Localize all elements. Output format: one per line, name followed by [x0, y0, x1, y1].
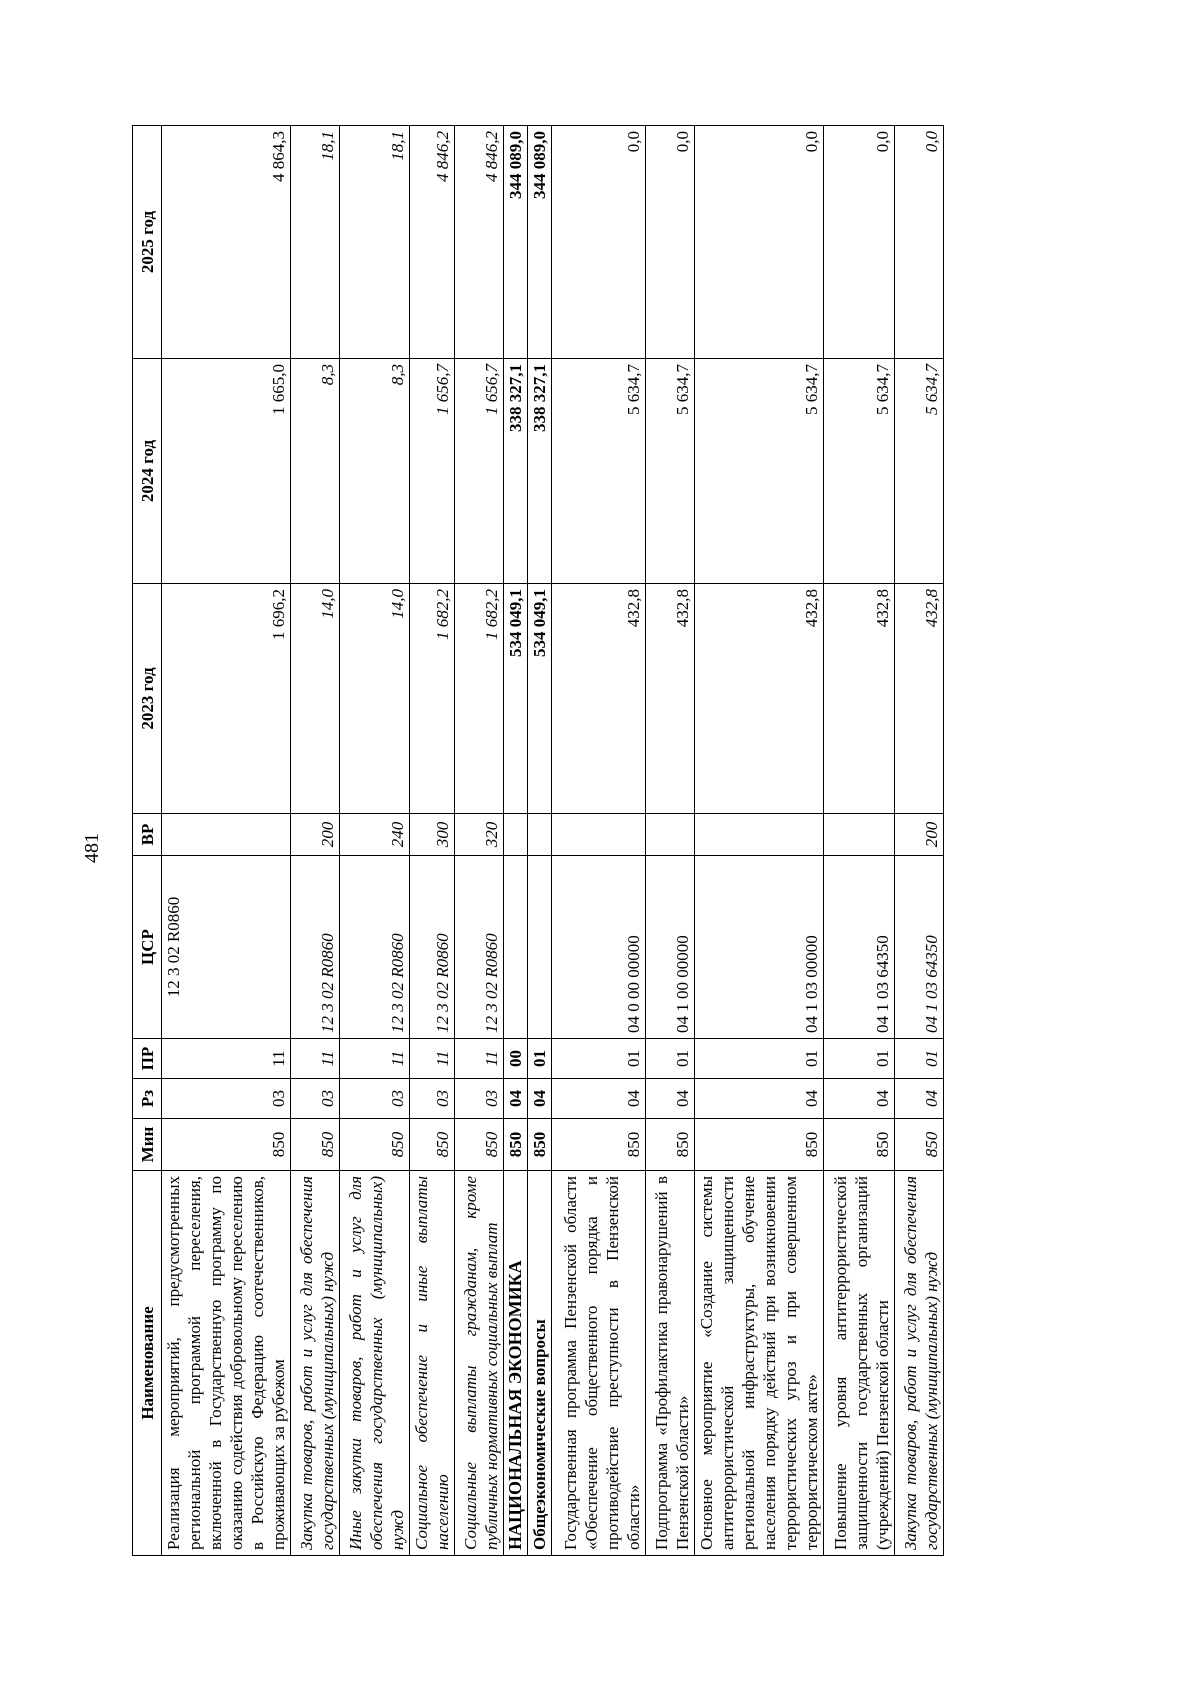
row-vr: 200 — [291, 814, 340, 856]
row-2024: 8,3 — [291, 359, 340, 584]
row-2025: 0,0 — [824, 126, 895, 359]
row-min: 850 — [528, 1119, 552, 1171]
row-vr — [504, 814, 528, 856]
row-2025: 18,1 — [340, 126, 410, 359]
header-name: Наименование — [133, 1171, 162, 1556]
page-number: 481 — [81, 833, 103, 863]
row-2024: 1 656,7 — [455, 359, 504, 584]
row-csr: 12 3 02 R0860 — [455, 856, 504, 1039]
row-csr — [504, 856, 528, 1039]
row-2024: 5 634,7 — [695, 359, 824, 584]
row-csr: 12 3 02 R0860 — [340, 856, 410, 1039]
row-2023: 432,8 — [646, 584, 695, 814]
row-2023: 14,0 — [291, 584, 340, 814]
table-row — [528, 126, 552, 1556]
row-2023: 432,8 — [824, 584, 895, 814]
row-csr: 04 1 03 64350 — [824, 856, 895, 1039]
row-pr: 11 — [455, 1039, 504, 1079]
row-pr: 01 — [895, 1039, 944, 1079]
row-2024: 5 634,7 — [646, 359, 695, 584]
row-min: 850 — [291, 1119, 340, 1171]
row-2024: 5 634,7 — [895, 359, 944, 584]
row-2023: 432,8 — [895, 584, 944, 814]
row-csr: 04 1 00 00000 — [646, 856, 695, 1039]
row-min: 850 — [695, 1119, 824, 1171]
row-pr: 11 — [410, 1039, 455, 1079]
row-pr: 01 — [552, 1039, 646, 1079]
row-2025: 344 089,0 — [528, 126, 552, 359]
row-rz: 04 — [504, 1079, 528, 1119]
row-min: 850 — [504, 1119, 528, 1171]
row-pr: 11 — [162, 1039, 291, 1079]
budget-table — [132, 125, 944, 1556]
table-row — [162, 126, 291, 1556]
row-rz: 03 — [340, 1079, 410, 1119]
row-name: Закупка товаров, работ и услуг для обеспечения государственных (муниципальных) нужд — [895, 1171, 944, 1556]
row-min: 850 — [824, 1119, 895, 1171]
rotated-table-container — [132, 126, 1068, 1556]
header-vr: ВР — [133, 814, 162, 856]
row-name: Закупка товаров, работ и услуг для обеспечения государственных (муниципальных) нужд — [291, 1171, 340, 1556]
row-rz: 03 — [162, 1079, 291, 1119]
table-row — [824, 126, 895, 1556]
row-2025: 344 089,0 — [504, 126, 528, 359]
table-row — [455, 126, 504, 1556]
row-vr — [695, 814, 824, 856]
row-min: 850 — [410, 1119, 455, 1171]
row-vr — [646, 814, 695, 856]
row-name: Основное мероприятие «Создание системы антитеррористической защищенности региональной инфраструктуры, обучение населения порядку действий при возникновении террористических угроз и при совершенном террористическом акте» — [695, 1171, 824, 1556]
row-2023: 1 682,2 — [410, 584, 455, 814]
table-row — [552, 126, 646, 1556]
row-2024: 1 665,0 — [162, 359, 291, 584]
row-rz: 03 — [455, 1079, 504, 1119]
row-vr: 300 — [410, 814, 455, 856]
row-pr: 01 — [824, 1039, 895, 1079]
row-2023: 534 049,1 — [528, 584, 552, 814]
row-2025: 4 864,3 — [162, 126, 291, 359]
row-pr: 01 — [528, 1039, 552, 1079]
row-csr — [528, 856, 552, 1039]
row-rz: 04 — [895, 1079, 944, 1119]
row-pr: 11 — [340, 1039, 410, 1079]
row-rz: 03 — [291, 1079, 340, 1119]
row-min: 850 — [646, 1119, 695, 1171]
header-2025: 2025 год — [133, 126, 162, 359]
row-rz: 04 — [552, 1079, 646, 1119]
row-2025: 4 846,2 — [455, 126, 504, 359]
row-rz: 03 — [410, 1079, 455, 1119]
row-vr: 240 — [340, 814, 410, 856]
row-min: 850 — [895, 1119, 944, 1171]
row-2024: 1 656,7 — [410, 359, 455, 584]
row-2023: 432,8 — [552, 584, 646, 814]
table-row — [504, 126, 528, 1556]
row-pr: 01 — [646, 1039, 695, 1079]
row-2025: 0,0 — [895, 126, 944, 359]
header-rz: Рз — [133, 1079, 162, 1119]
row-vr — [162, 814, 291, 856]
row-vr — [552, 814, 646, 856]
row-name: Подпрограмма «Профилактика правонарушений в Пензенской области» — [646, 1171, 695, 1556]
row-2025: 0,0 — [552, 126, 646, 359]
row-name: Социальное обеспечение и иные выплаты населению — [410, 1171, 455, 1556]
header-2023: 2023 год — [133, 584, 162, 814]
row-csr: 04 0 00 00000 — [552, 856, 646, 1039]
row-2023: 534 049,1 — [504, 584, 528, 814]
row-2024: 338 327,1 — [528, 359, 552, 584]
row-2025: 4 846,2 — [410, 126, 455, 359]
table-row — [340, 126, 410, 1556]
row-name: Реализация мероприятий, предусмотренных региональной программой переселения, включенной в Государственную программу по оказанию содействия добровольному переселению в Российскую Федерацию соотечественников, проживающих за рубежом — [162, 1171, 291, 1556]
row-2025: 0,0 — [695, 126, 824, 359]
row-name: Социальные выплаты гражданам, кроме публичных нормативных социальных выплат — [455, 1171, 504, 1556]
row-pr: 11 — [291, 1039, 340, 1079]
row-2023: 1 682,2 — [455, 584, 504, 814]
row-2024: 5 634,7 — [552, 359, 646, 584]
row-2024: 8,3 — [340, 359, 410, 584]
row-name: НАЦИОНАЛЬНАЯ ЭКОНОМИКА — [504, 1171, 528, 1556]
row-2023: 432,8 — [695, 584, 824, 814]
header-2024: 2024 год — [133, 359, 162, 584]
row-2025: 0,0 — [646, 126, 695, 359]
row-rz: 04 — [528, 1079, 552, 1119]
row-pr: 00 — [504, 1039, 528, 1079]
header-min: Мин — [133, 1119, 162, 1171]
row-csr: 12 3 02 R0860 — [410, 856, 455, 1039]
row-min: 850 — [455, 1119, 504, 1171]
header-csr: ЦСР — [133, 856, 162, 1039]
row-min: 850 — [162, 1119, 291, 1171]
table-row — [646, 126, 695, 1556]
table-row — [291, 126, 340, 1556]
row-csr: 04 1 03 00000 — [695, 856, 824, 1039]
row-rz: 04 — [695, 1079, 824, 1119]
row-rz: 04 — [646, 1079, 695, 1119]
table-header-row — [133, 126, 162, 1556]
row-name: Государственная программа Пензенской области «Обеспечение общественного порядка и противодействие преступности в Пензенской области» — [552, 1171, 646, 1556]
row-vr: 200 — [895, 814, 944, 856]
row-2024: 5 634,7 — [824, 359, 895, 584]
row-2023: 14,0 — [340, 584, 410, 814]
header-pr: ПР — [133, 1039, 162, 1079]
table-row — [895, 126, 944, 1556]
row-2024: 338 327,1 — [504, 359, 528, 584]
row-2023: 1 696,2 — [162, 584, 291, 814]
row-vr — [528, 814, 552, 856]
row-rz: 04 — [824, 1079, 895, 1119]
row-csr: 04 1 03 64350 — [895, 856, 944, 1039]
row-pr: 01 — [695, 1039, 824, 1079]
table-row — [695, 126, 824, 1556]
row-csr: 12 3 02 R0860 — [291, 856, 340, 1039]
row-min: 850 — [552, 1119, 646, 1171]
row-vr — [824, 814, 895, 856]
row-2025: 18,1 — [291, 126, 340, 359]
row-name: Иные закупки товаров, работ и услуг для обеспечения государственных (муниципальных) нужд — [340, 1171, 410, 1556]
row-csr: 12 3 02 R0860 — [162, 856, 291, 1039]
row-min: 850 — [340, 1119, 410, 1171]
row-name: Общеэкономические вопросы — [528, 1171, 552, 1556]
row-vr: 320 — [455, 814, 504, 856]
row-name: Повышение уровня антитеррористической защищенности государственных организаций (учреждений) Пензенской области — [824, 1171, 895, 1556]
table-row — [410, 126, 455, 1556]
